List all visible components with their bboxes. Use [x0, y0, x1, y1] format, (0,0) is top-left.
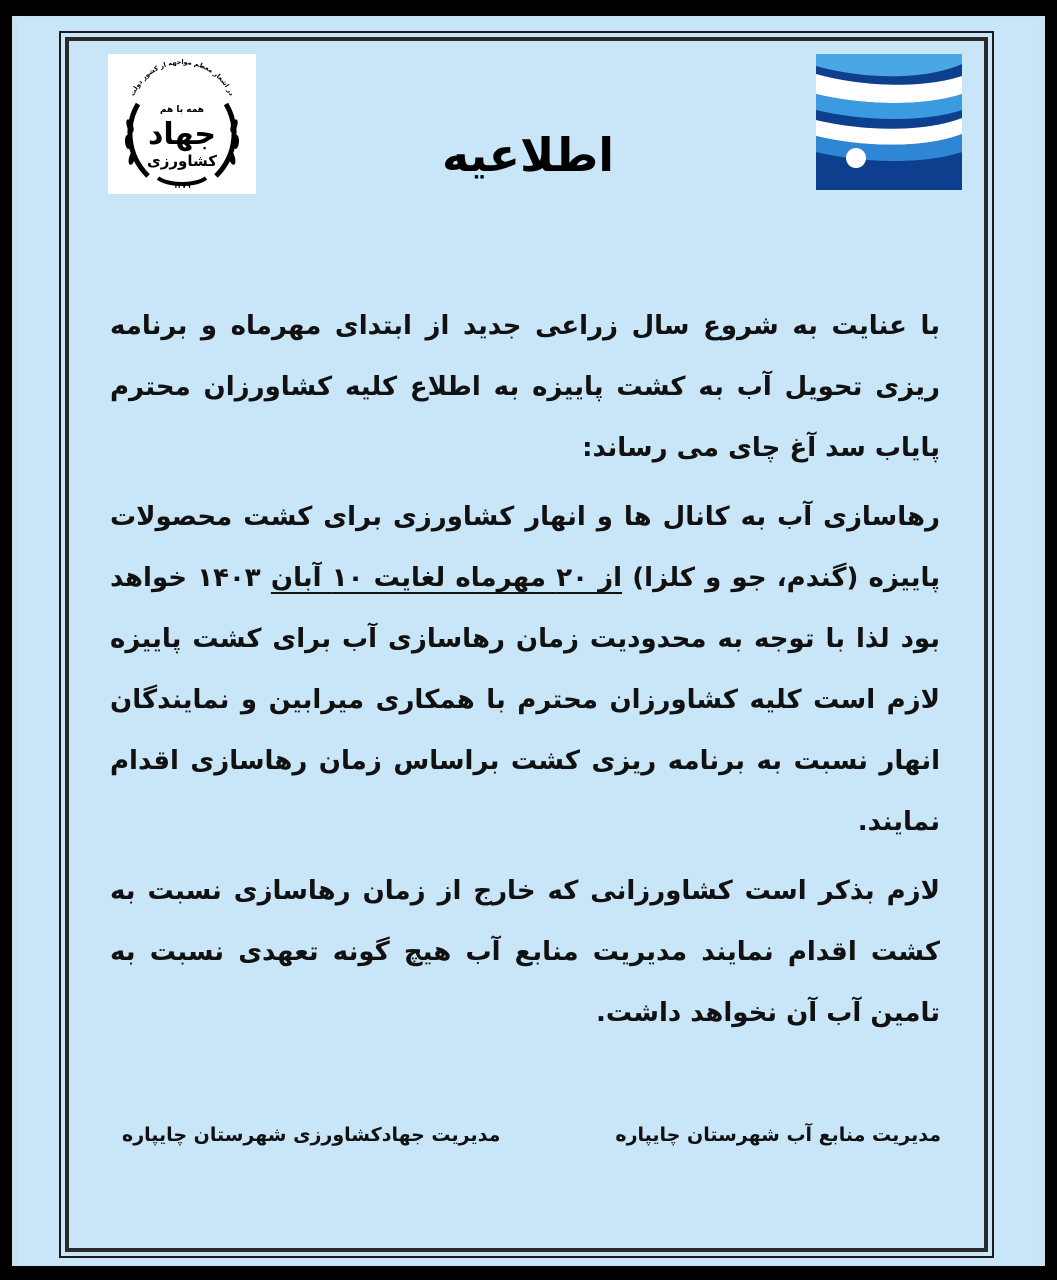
logo-main-text: جهاد: [147, 117, 217, 152]
logo-arc-text: در اشعار معظم مواجهه از کشور دولت: [128, 57, 236, 98]
logo-top-text: همه با هم: [159, 105, 205, 115]
paragraph-release-text-before: رهاسازی آب به کانال ها و انهار کشاورزی برای کشت محصولات پاییزه (گندم، جو و کلزا): [110, 502, 940, 593]
svg-text:در اشعار معظم مواجهه از کشور د: [128, 58, 235, 98]
screen-edge-left: [0, 0, 12, 1280]
notice-body: [110, 296, 940, 1044]
paragraph-release-text-after: ۱۴۰۳ خواهد بود لذا با توجه به محدودیت زمان رهاسازی آب برای کشت پاییزه لازم است کلیه کشاورزان محترم با همکاری میرابین و نمایندگان انهار نسبت به برنامه ریزی کشت براساس زمان رهاسازی اقدام نمایند.: [110, 563, 940, 837]
page-title: اطلاعیه: [441, 128, 615, 182]
logo-year: ۱۳۷۹: [173, 182, 191, 190]
logo-sub-text: کشاورزی: [147, 152, 217, 170]
paragraph-intro: با عنایت به شروع سال زراعی جدید از ابتدای مهرماه و برنامه ریزی تحویل آب به کشت پاییزه به اطلاع کلیه کشاورزان محترم پایاب سد آغ چای می رساند:: [110, 311, 940, 463]
water-waves-icon: [816, 54, 962, 190]
release-date-range: از ۲۰ مهرماه لغایت ۱۰ آبان: [270, 563, 623, 593]
screen-edge-bottom: [0, 1266, 1057, 1280]
jahad-keshavarzi-logo: [108, 54, 256, 194]
screen-edge-top: [0, 0, 1057, 16]
signature-agriculture-management: مدیریت جهادکشاورزی شهرستان چایپاره: [122, 1124, 501, 1146]
notice-sheet: [18, 18, 1039, 1264]
paragraph-release-schedule: [110, 487, 940, 853]
wheat-emblem-icon: [108, 54, 256, 194]
screen-edge-right: [1045, 0, 1057, 1280]
signature-water-management: مدیریت منابع آب شهرستان چایپاره: [615, 1124, 941, 1146]
water-resources-logo: [816, 54, 962, 190]
paragraph-disclaimer: لازم بذکر است کشاورزانی که خارج از زمان رهاسازی نسبت به کشت اقدام نمایند مدیریت منابع آب هیچ گونه تعهدی نسبت به تامین آب آن نخواهد داشت.: [110, 876, 940, 1028]
